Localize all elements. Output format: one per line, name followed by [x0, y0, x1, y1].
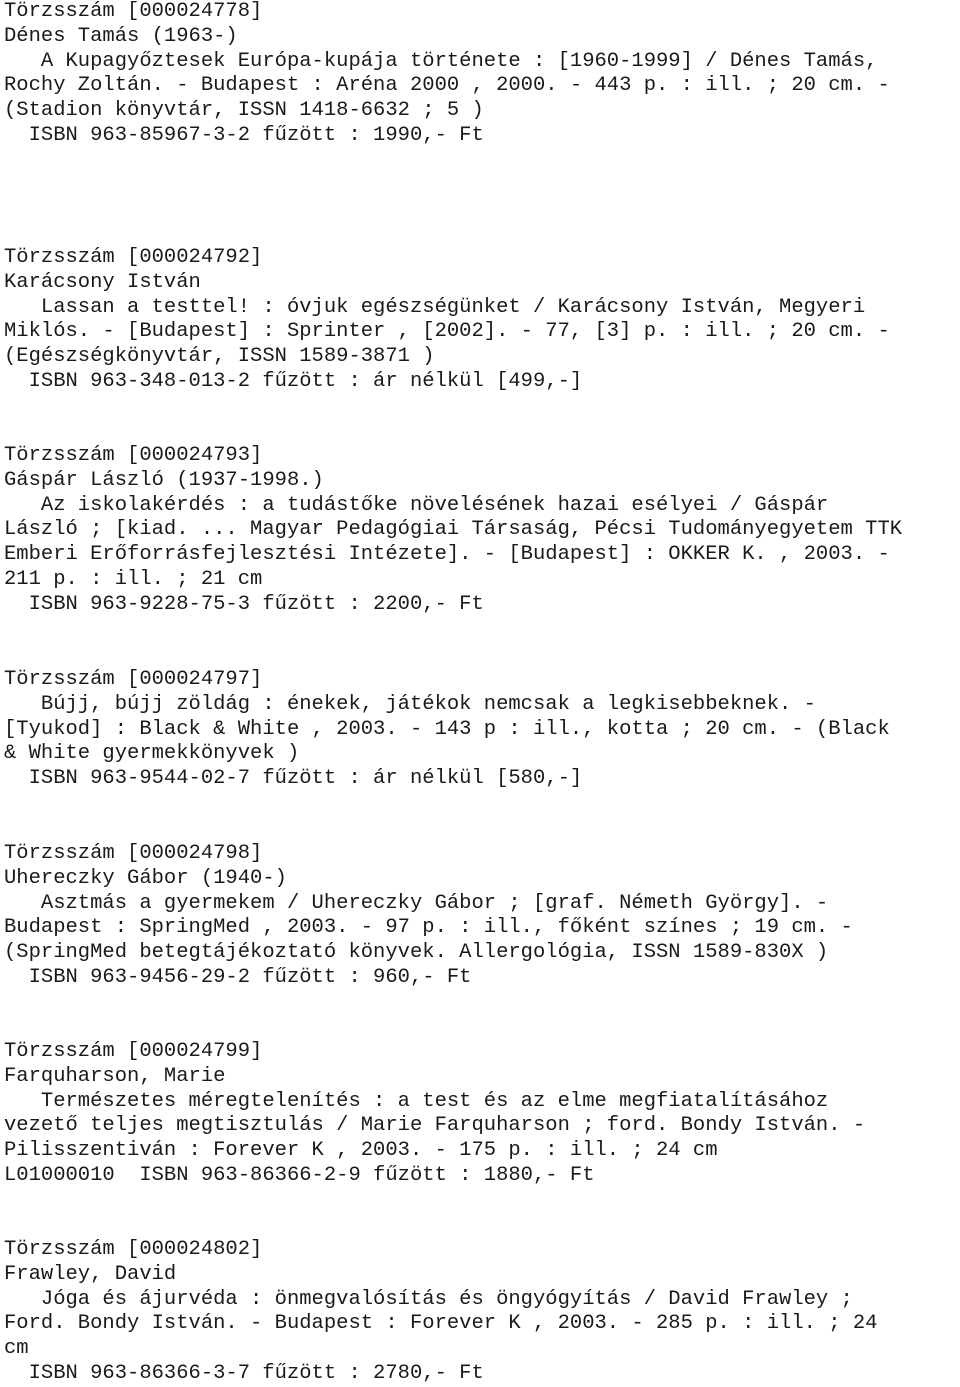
record-text-line: Frawley, David	[4, 1262, 177, 1286]
record-text-line: Pilisszentiván : Forever K , 2003. - 175 p. : ill. ; 24 cm	[4, 1139, 718, 1163]
record-id: Törzsszám [000024792]	[4, 246, 263, 269]
record-isbn-line: ISBN 963-9456-29-2 fűzött : 960,- Ft	[4, 966, 472, 989]
record-id: Törzsszám [000024778]	[4, 0, 263, 23]
record-text-line: Rochy Zoltán. - Budapest : Aréna 2000 , 2000. - 443 p. : ill. ; 20 cm. -	[4, 74, 890, 98]
record-text-line: Farquharson, Marie	[4, 1064, 226, 1088]
record-text-line: vezető teljes megtisztulás / Marie Farquharson ; ford. Bondy István. -	[4, 1114, 866, 1138]
record-text-line: Természetes méregtelenítés : a test és az elme megfiatalításához	[4, 1089, 829, 1113]
record-id: Törzsszám [000024802]	[4, 1238, 263, 1261]
record-text-line: & White gyermekkönyvek )	[4, 742, 300, 766]
record-text-line: (SpringMed betegtájékoztató könyvek. Allergológia, ISSN 1589-830X )	[4, 941, 829, 965]
record-isbn-line: ISBN 963-86366-3-7 fűzött : 2780,- Ft	[4, 1362, 484, 1385]
record-text-line: Dénes Tamás (1963-)	[4, 24, 238, 48]
record-isbn-line: ISBN 963-85967-3-2 fűzött : 1990,- Ft	[4, 124, 484, 147]
record-text-line: (Egészségkönyvtár, ISSN 1589-3871 )	[4, 345, 435, 369]
record-text-line: Uhereczky Gábor (1940-)	[4, 866, 287, 890]
record-text-line: Ford. Bondy István. - Budapest : Forever K , 2003. - 285 p. : ill. ; 24	[4, 1312, 878, 1336]
record-text-line: (Stadion könyvtár, ISSN 1418-6632 ; 5 )	[4, 99, 484, 123]
record-text-line: Bújj, bújj zöldág : énekek, játékok nemcsak a legkisebbeknek. -	[4, 692, 816, 716]
record-text-line: Budapest : SpringMed , 2003. - 97 p. : ill., főként színes ; 19 cm. -	[4, 916, 853, 940]
record-isbn-line: L01000010 ISBN 963-86366-2-9 fűzött : 1880,- Ft	[4, 1164, 595, 1187]
record-text-line: Miklós. - [Budapest] : Sprinter , [2002]. - 77, [3] p. : ill. ; 20 cm. -	[4, 320, 890, 344]
record-text-line: [Tyukod] : Black & White , 2003. - 143 p : ill., kotta ; 20 cm. - (Black	[4, 717, 890, 741]
record-text-line: Asztmás a gyermekem / Uhereczky Gábor ; [graf. Németh György]. -	[4, 891, 829, 915]
record-text-line: Karácsony István	[4, 270, 201, 294]
record-id: Törzsszám [000024793]	[4, 444, 263, 467]
record-id: Törzsszám [000024797]	[4, 668, 263, 691]
record-text-line: Az iskolakérdés : a tudástőke növelésének hazai esélyei / Gáspár	[4, 493, 829, 517]
record-text-line: Lassan a testtel! : óvjuk egészségünket / Karácsony István, Megyeri	[4, 295, 866, 319]
record-text-line: 211 p. : ill. ; 21 cm	[4, 568, 263, 591]
record-isbn-line: ISBN 963-348-013-2 fűzött : ár nélkül [499,-]	[4, 370, 583, 393]
record-text-line: cm	[4, 1337, 29, 1361]
record-isbn-line: ISBN 963-9544-02-7 fűzött : ár nélkül [580,-]	[4, 767, 583, 791]
record-text-line: A Kupagyőztesek Európa-kupája története : [1960-1999] / Dénes Tamás,	[4, 49, 878, 73]
record-text-line: László ; [kiad. ... Magyar Pedagógiai Társaság, Pécsi Tudományegyetem TTK	[4, 518, 903, 542]
record-text-line: Jóga és ájurvéda : önmegvalósítás és öngyógyítás / David Frawley ;	[4, 1287, 853, 1311]
record-isbn-line: ISBN 963-9228-75-3 fűzött : 2200,- Ft	[4, 592, 484, 616]
record-id: Törzsszám [000024799]	[4, 1040, 263, 1063]
record-text-line: Emberi Erőforrásfejlesztési Intézete]. - [Budapest] : OKKER K. , 2003. -	[4, 543, 890, 567]
record-text-line: Gáspár László (1937-1998.)	[4, 468, 324, 492]
record-id: Törzsszám [000024798]	[4, 842, 263, 865]
